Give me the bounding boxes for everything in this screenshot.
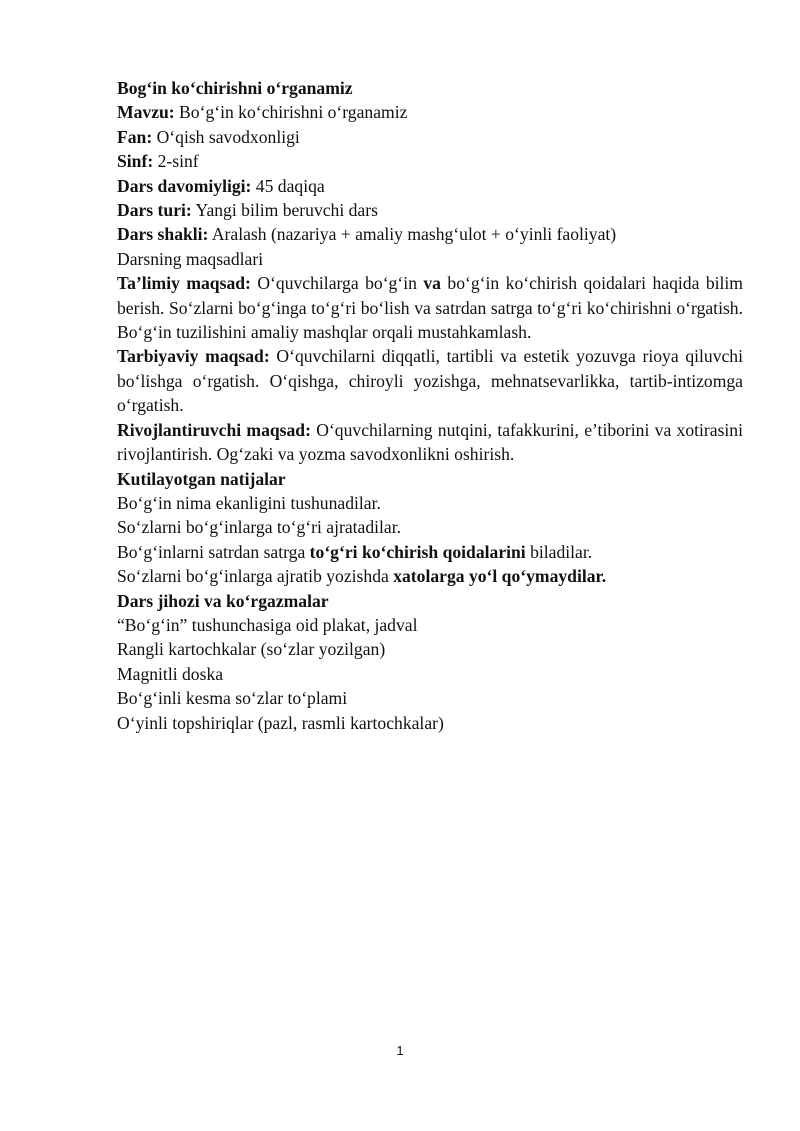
equipment-item: “Bo‘g‘in” tushunchasiga oid plakat, jadval [117,614,418,635]
goal-label: Ta’limiy maqsad: [117,273,251,294]
meta-mavzu [117,100,743,124]
meta-davomiylik [117,174,743,198]
results-heading: Kutilayotgan natijalar [117,468,286,489]
meta-label: Dars turi: [117,200,192,221]
meta-value: Bo‘g‘in ko‘chirishni o‘rganamiz [174,102,408,123]
meta-value: O‘qish savodxonligi [152,126,300,147]
result-item: Bo‘g‘inlarni satrdan satrga to‘g‘ri ko‘chirish qoidalarini biladilar. [117,541,593,562]
result-item: Bo‘g‘in nima ekanligini tushunadilar. [117,492,381,513]
meta-shakli [117,222,743,246]
meta-turi [117,198,743,222]
equipment-item: Bo‘g‘inli kesma so‘zlar to‘plami [117,688,348,709]
goal-rivojlantiruvchi: Rivojlantiruvchi maqsad: O‘quvchilarning nutqini, tafakkurini, e’tiborini va xotirasini rivojlantirish. Og‘zaki va yozma savodxonlikni oshirish. [117,419,743,465]
document-title: Bog‘in ko‘chirishni o‘rganamiz [117,78,353,98]
result-item: So‘zlarni bo‘g‘inlarga ajratib yozishda xatolarga yo‘l qo‘ymaydilar. [117,566,607,587]
meta-sinf [117,149,743,173]
meta-label: Dars shakli: [117,224,209,245]
document-page [117,76,743,735]
goal-tarbiyaviy: Tarbiyaviy maqsad: O‘quvchilarni diqqatli, tartibli va estetik yozuvga rioya qiluvchi bo‘lishga o‘rgatish. O‘qishga, chiroyli yozishga, mehnatsevarlikka, tartib-intizomga o‘rgatish. [117,346,743,416]
meta-value: Aralash (nazariya + amaliy mashg‘ulot + o‘yinli faoliyat) [208,224,617,245]
goals-heading: Darsning maqsadlari [117,248,264,269]
meta-label: Fan: [117,126,153,147]
meta-label: Sinf: [117,151,154,172]
meta-value: 45 daqiqa [251,175,325,196]
goal-label: Tarbiyaviy maqsad: [117,346,270,367]
meta-value: Yangi bilim beruvchi dars [191,200,378,221]
result-item: So‘zlarni bo‘g‘inlarga to‘g‘ri ajratadilar. [117,517,401,538]
equipment-item: Magnitli doska [117,663,224,684]
meta-label: Mavzu: [117,102,175,123]
equipment-item: O‘yinli topshiriqlar (pazl, rasmli kartochkalar) [117,712,444,733]
meta-fan [117,125,743,149]
meta-label: Dars davomiyligi: [117,175,252,196]
equipment-heading: Dars jihozi va ko‘rgazmalar [117,590,329,611]
equipment-item: Rangli kartochkalar (so‘zlar yozilgan) [117,639,386,660]
meta-value: 2-sinf [153,151,199,172]
page-number: 1 [396,1043,404,1058]
goal-talimiy: Ta’limiy maqsad: O‘quvchilarga bo‘g‘in va bo‘g‘in ko‘chirish qoidalari haqida bilim berish. So‘zlarni bo‘g‘inga to‘g‘ri bo‘lish va satrdan satrga to‘g‘ri ko‘chirishni o‘rgatish. Bo‘g‘in tuzilishini amaliy mashqlar orqali mustahkamlash. [117,273,743,343]
goal-label: Rivojlantiruvchi maqsad: [117,419,311,440]
